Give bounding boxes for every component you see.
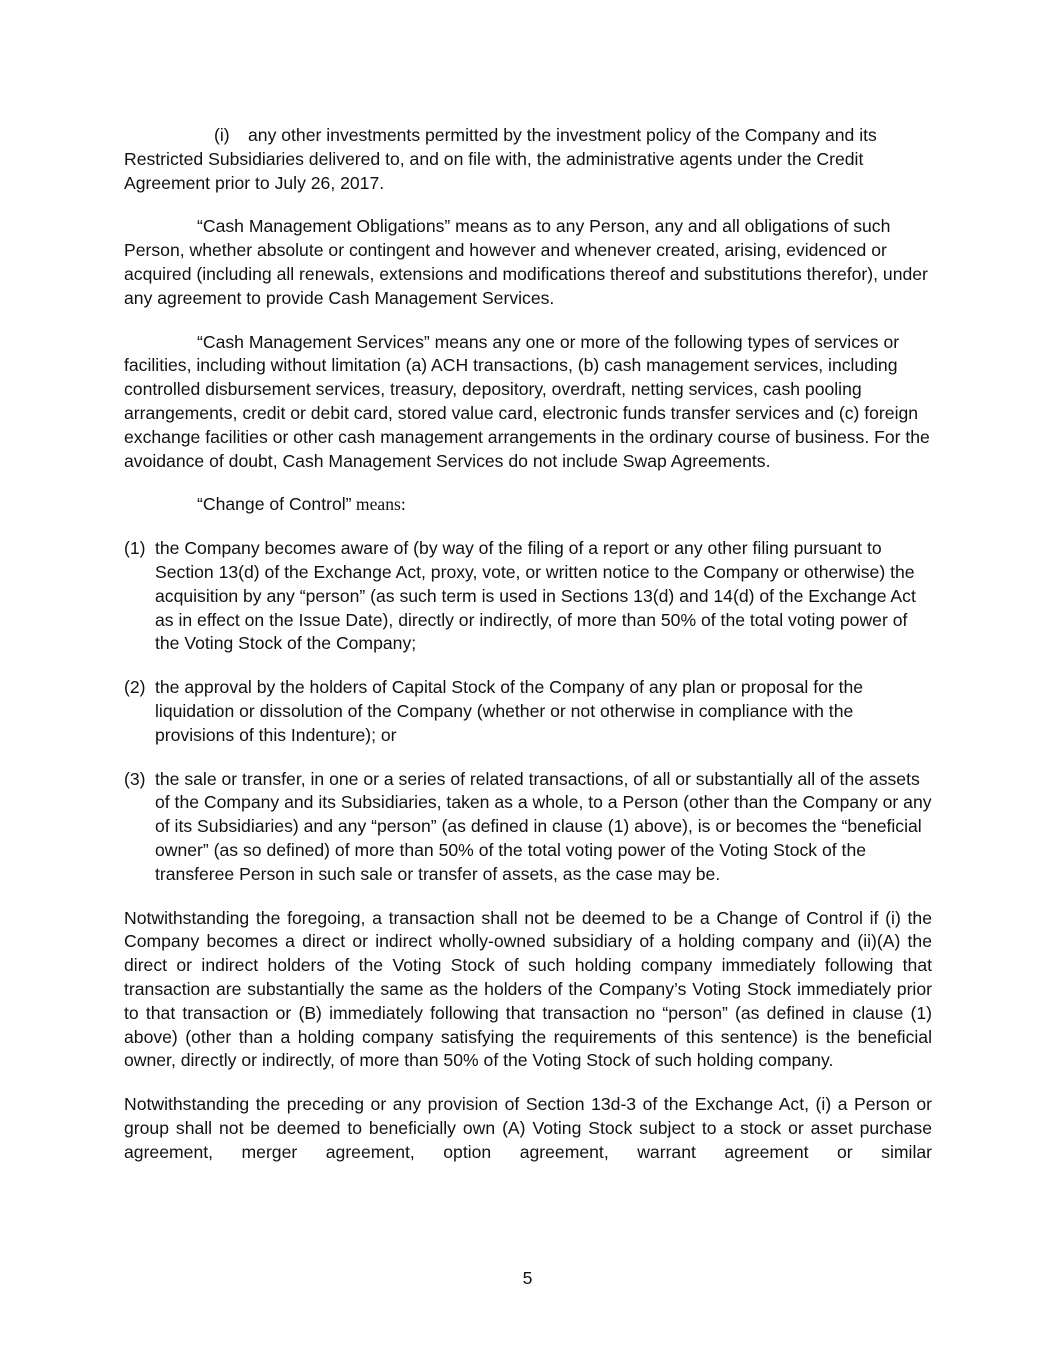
defined-term: “Cash Management Obligations” <box>197 216 451 237</box>
defined-term: “Change of Control” <box>197 494 352 515</box>
page-body <box>124 124 932 1184</box>
clause-3 <box>124 768 932 887</box>
notwithstanding-paragraph-2: Notwithstanding the preceding or any provision of Section 13d-3 of the Exchange Act, (i) a Person or group shall not be deemed to beneficially own (A) Voting Stock subject to a stock or asset purchase agreement, merger agreement, option agreement, warrant agreement or similar <box>124 1094 932 1162</box>
notwithstanding-paragraph-1: Notwithstanding the foregoing, a transaction shall not be deemed to be a Change of Control if (i) the Company becomes a direct or indirect wholly-owned subsidiary of a holding company and (ii)(A) the direct or indirect holders of the Voting Stock of such holding company immediately following that transaction are substantially the same as the holders of the Company’s Voting Stock immediately prior to that transaction or (B) immediately following that transaction no “person” (as defined in clause (1) above) (other than a holding company satisfying the requirements of this sentence) is the beneficial owner, directly or indirectly, of more than 50% of the Voting Stock of such holding company. <box>124 907 932 1071</box>
clause-number: (1) <box>124 538 146 559</box>
clause-1 <box>124 537 932 656</box>
clause-text: the sale or transfer, in one or a series of related transactions, of all or substantially all of the assets of the Company and its Subsidiaries, taken as a whole, to a Person (other than the Company or any of its Subsidiaries) and any “person” (as defined in clause (1) above), is or becomes the “beneficial owner” (as so defined) of more than 50% of the total voting power of the Voting Stock of the transferee Person in such sale or transfer of assets, as the case may be. <box>155 768 932 884</box>
clause-number: (3) <box>124 768 146 789</box>
clause-2 <box>124 676 932 747</box>
defined-term: “Cash Management Services” <box>197 331 430 352</box>
definition-change-of-control <box>124 493 932 517</box>
definition-cash-management-services <box>124 331 932 474</box>
clause-i-label: (i) <box>214 125 230 145</box>
clause-number: (2) <box>124 677 146 698</box>
definition-text: means as to any Person, any and all obligations of such Person, whether absolute or contingent and however and whenever created, arising, evidenced or acquired (including all renewals, extensions and modifications thereof and substitutions therefor), under any agreement to provide Cash Management Services. <box>124 216 928 308</box>
definition-text: means any one or more of the following types of services or facilities, including without limitation (a) ACH transactions, (b) cash management services, including controlled disbursement services, treasury, depository, overdraft, netting services, cash pooling arrangements, credit or debit card, stored value card, electronic funds transfer services and (c) foreign exchange facilities or other cash management arrangements in the ordinary course of business. For the avoidance of doubt, Cash Management Services do not include Swap Agreements. <box>124 331 930 471</box>
page-number: 5 <box>522 1268 533 1288</box>
clause-text: the Company becomes aware of (by way of the filing of a report or any other filing pursuant to Section 13(d) of the Exchange Act, proxy, vote, or written notice to the Company or otherwise) the acquisition by any “person” (as such term is used in Sections 13(d) and 14(d) of the Exchange Act as in effect on the Issue Date), directly or indirectly, of more than 50% of the total voting power of the Voting Stock of the Company; <box>155 538 916 654</box>
definition-cash-management-obligations <box>124 215 932 310</box>
clause-i-text: any other investments permitted by the investment policy of the Company and its Restricted Subsidiaries delivered to, and on file with, the administrative agents under the Credit Agreement prior to July 26, 2017. <box>124 125 877 193</box>
clause-i-paragraph <box>124 124 932 195</box>
clause-text: the approval by the holders of Capital Stock of the Company of any plan or proposal for the liquidation or dissolution of the Company (whether or not otherwise in compliance with the provisions of this Indenture); or <box>155 677 864 745</box>
definition-text: means: <box>351 494 406 515</box>
